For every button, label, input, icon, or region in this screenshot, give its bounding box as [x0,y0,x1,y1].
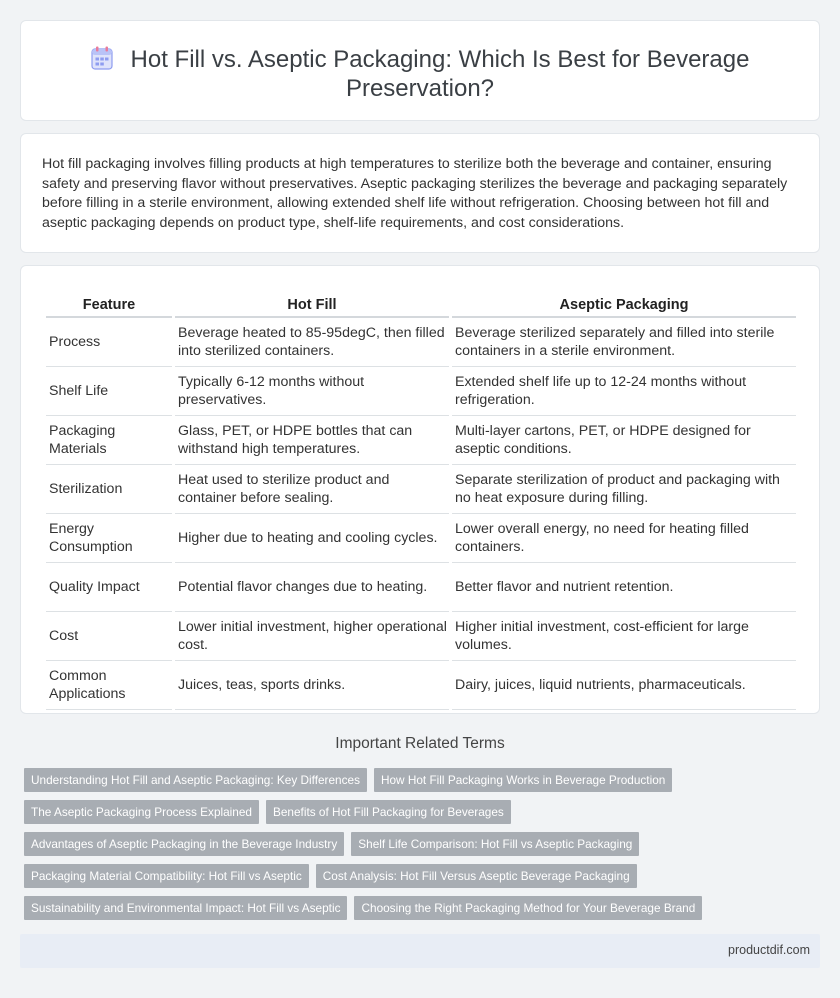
table-row [46,612,796,661]
intro-paragraph: Hot fill packaging involves filling products at high temperatures to sterilize both the beverage and container, ensuring safety and preserving flavor without preservatives. Aseptic packaging sterilizes the beverage and packaging separately before filling in a sterile environment, allowing extended shelf life without refrigeration. Choosing between hot fill and aseptic packaging depends on product type, shelf-life requirements, and cost considerations. [42,156,788,231]
related-terms-row [24,800,814,824]
table-row [46,416,796,465]
related-terms-row [24,864,814,888]
cell-hot-fill: Higher due to heating and cooling cycles. [175,514,449,563]
cell-aseptic: Lower overall energy, no need for heating filled containers. [452,514,796,563]
related-term-link[interactable]: Cost Analysis: Hot Fill Versus Aseptic Beverage Packaging [316,864,637,888]
cell-hot-fill: Heat used to sterilize product and container before sealing. [175,465,449,514]
cell-aseptic: Beverage sterilized separately and filled into sterile containers in a sterile environment. [452,318,796,367]
related-term-link[interactable]: Choosing the Right Packaging Method for Your Beverage Brand [354,896,702,920]
table-row [46,318,796,367]
column-header-feature: Feature [46,295,172,318]
cell-hot-fill: Beverage heated to 85-95degC, then filled into sterilized containers. [175,318,449,367]
page-title-wrap [61,45,779,103]
table-row [46,465,796,514]
related-terms-row [24,832,814,856]
column-header-hot-fill: Hot Fill [175,295,449,318]
cell-hot-fill: Typically 6-12 months without preservatives. [175,367,449,416]
related-terms-title: Important Related Terms [335,735,505,752]
cell-feature: Energy Consumption [46,514,172,563]
cell-aseptic: Multi-layer cartons, PET, or HDPE designed for aseptic conditions. [452,416,796,465]
header-card [20,20,820,121]
comparison-card [20,265,820,714]
related-term-link[interactable]: Sustainability and Environmental Impact: Hot Fill vs Aseptic [24,896,347,920]
cell-feature: Process [46,318,172,367]
calendar-icon [91,46,113,70]
footer [20,934,820,968]
related-term-link[interactable]: Packaging Material Compatibility: Hot Fill vs Aseptic [24,864,309,888]
cell-feature: Quality Impact [46,563,172,612]
cell-hot-fill: Glass, PET, or HDPE bottles that can withstand high temperatures. [175,416,449,465]
related-terms-row [24,768,814,792]
cell-feature: Packaging Materials [46,416,172,465]
table-row [46,661,796,710]
cell-aseptic: Dairy, juices, liquid nutrients, pharmaceuticals. [452,661,796,710]
related-terms-list [24,768,814,928]
cell-aseptic: Separate sterilization of product and packaging with no heat exposure during filling. [452,465,796,514]
intro-card [20,133,820,253]
table-header-row [46,295,796,318]
table-row [46,367,796,416]
cell-feature: Shelf Life [46,367,172,416]
cell-aseptic: Higher initial investment, cost-efficient for large volumes. [452,612,796,661]
related-term-link[interactable]: Benefits of Hot Fill Packaging for Beverages [266,800,511,824]
table-row [46,563,796,612]
related-term-link[interactable]: Shelf Life Comparison: Hot Fill vs Aseptic Packaging [351,832,639,856]
comparison-table [43,295,799,710]
cell-feature: Common Applications [46,661,172,710]
cell-aseptic: Extended shelf life up to 12-24 months without refrigeration. [452,367,796,416]
related-term-link[interactable]: Understanding Hot Fill and Aseptic Packaging: Key Differences [24,768,367,792]
cell-hot-fill: Juices, teas, sports drinks. [175,661,449,710]
related-term-link[interactable]: The Aseptic Packaging Process Explained [24,800,259,824]
related-term-link[interactable]: Advantages of Aseptic Packaging in the Beverage Industry [24,832,344,856]
cell-feature: Sterilization [46,465,172,514]
footer-site-link[interactable]: productdif.com [728,943,810,957]
related-terms-row [24,896,814,920]
cell-hot-fill: Potential flavor changes due to heating. [175,563,449,612]
cell-hot-fill: Lower initial investment, higher operational cost. [175,612,449,661]
table-row [46,514,796,563]
cell-aseptic: Better flavor and nutrient retention. [452,563,796,612]
related-term-link[interactable]: How Hot Fill Packaging Works in Beverage Production [374,768,672,792]
cell-feature: Cost [46,612,172,661]
page-title: Hot Fill vs. Aseptic Packaging: Which Is Best for Beverage Preservation? [130,46,750,102]
column-header-aseptic: Aseptic Packaging [452,295,796,318]
